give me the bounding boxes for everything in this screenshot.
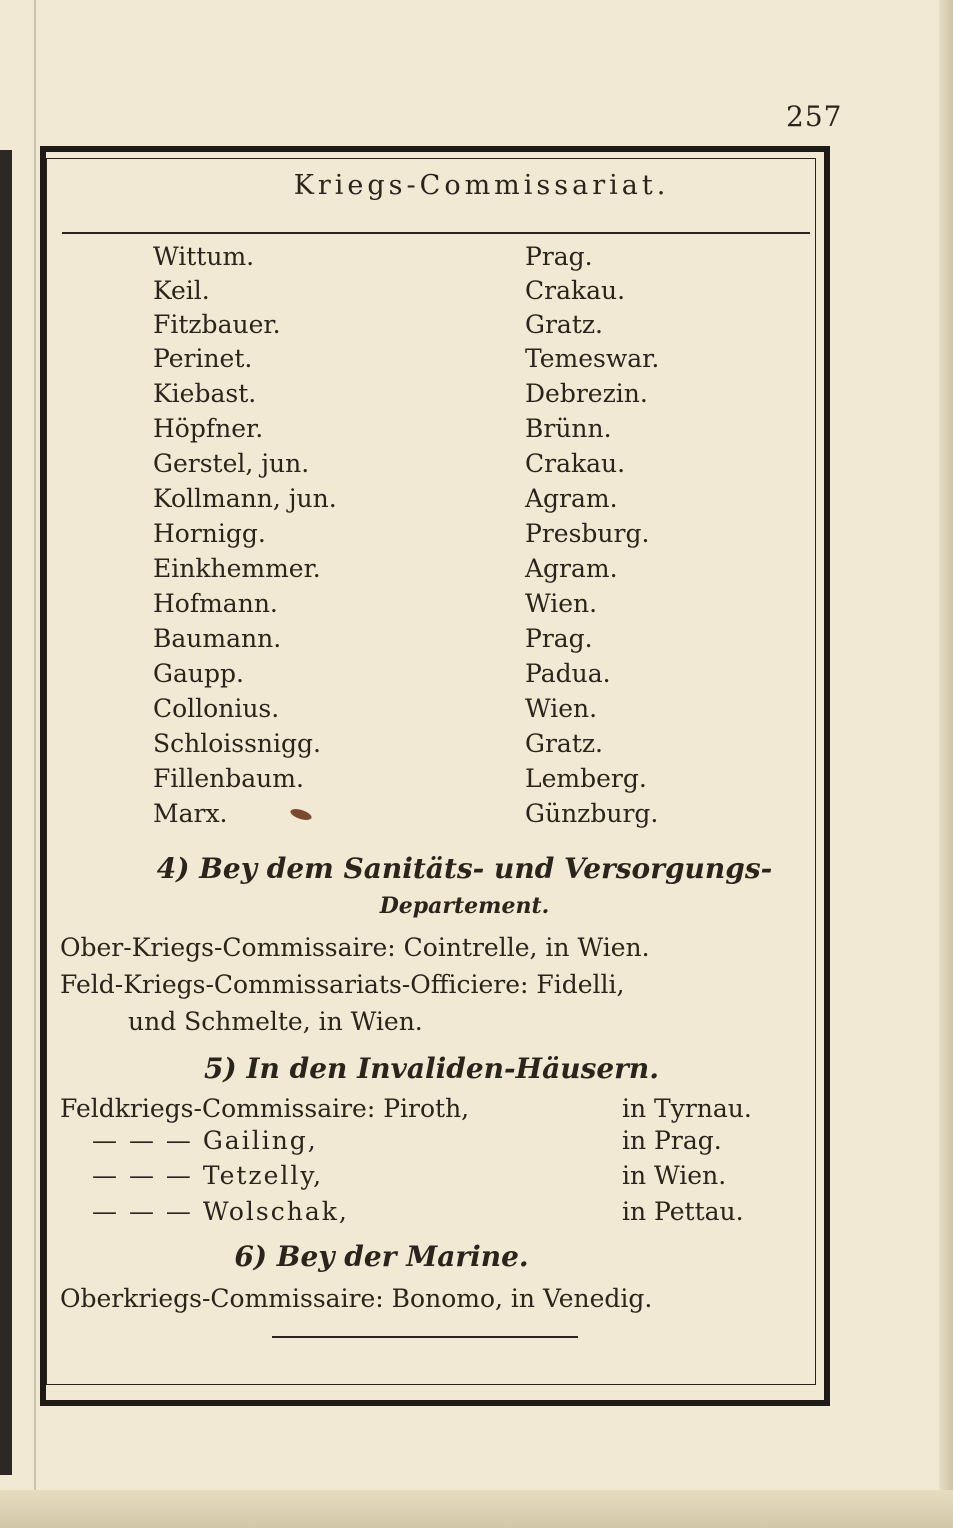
- roster-place: Temeswar.: [525, 344, 660, 373]
- roster-place: Prag.: [525, 624, 593, 653]
- roster-name: Fillenbaum.: [153, 764, 304, 793]
- section6-heading: 6) Bey der Marine.: [234, 1240, 529, 1273]
- roster-name: Wittum.: [153, 242, 255, 271]
- section4-line3: und Schmelte, in Wien.: [128, 1007, 423, 1036]
- list-item: [0, 694, 953, 729]
- roster-place: Brünn.: [525, 414, 612, 443]
- list-item: [0, 729, 953, 764]
- roster-name: Kollmann, jun.: [153, 484, 337, 513]
- roster-place: Crakau.: [525, 276, 626, 305]
- list-item: [0, 344, 953, 379]
- list-item: [0, 379, 953, 414]
- roster-name: Höpfner.: [153, 414, 264, 443]
- roster-name: Fitzbauer.: [153, 310, 281, 339]
- section6-line1: Oberkriegs-Commissaire: Bonomo, in Venedig.: [60, 1284, 653, 1313]
- roster-name: Gaupp.: [153, 659, 244, 688]
- section5-heading: 5) In den Invaliden-Häusern.: [203, 1052, 660, 1085]
- page-number: 257: [786, 100, 843, 133]
- title-rule: [62, 232, 810, 234]
- section5-row-lead: — — — Wolschak,: [92, 1197, 349, 1226]
- section5-row-place: in Tyrnau.: [622, 1094, 752, 1123]
- roster-place: Debrezin.: [525, 379, 648, 408]
- page-title: Kriegs-Commissariat.: [293, 170, 670, 201]
- section5-row-lead: — — — Tetzelly,: [92, 1161, 324, 1190]
- list-item: [0, 414, 953, 449]
- roster-name: Baumann.: [153, 624, 282, 653]
- section4-heading: 4) Bey dem Sanitäts- und Versorgungs-: [156, 852, 773, 885]
- page-bottom-shadow: [0, 1490, 953, 1528]
- roster-place: Prag.: [525, 242, 593, 271]
- roster-name: Collonius.: [153, 694, 280, 723]
- section4-line1: Ober-Kriegs-Commissaire: Cointrelle, in Wien.: [60, 933, 650, 962]
- list-item: [0, 310, 953, 345]
- list-item: [0, 276, 953, 311]
- roster-place: Presburg.: [525, 519, 650, 548]
- list-item: [0, 449, 953, 484]
- list-item: [0, 519, 953, 554]
- roster-place: Wien.: [525, 589, 598, 618]
- roster-place: Gratz.: [525, 729, 603, 758]
- roster-name: Kiebast.: [153, 379, 257, 408]
- roster-place: Agram.: [525, 484, 618, 513]
- section5-row-place: in Wien.: [622, 1161, 727, 1190]
- list-item: [0, 589, 953, 624]
- list-item: [0, 554, 953, 589]
- roster-name: Marx.: [153, 799, 228, 828]
- section5-row-place: in Prag.: [622, 1126, 722, 1155]
- roster-place: Agram.: [525, 554, 618, 583]
- roster-place: Lemberg.: [525, 764, 647, 793]
- list-item: [0, 484, 953, 519]
- roster-name: Hofmann.: [153, 589, 278, 618]
- closing-rule: [272, 1336, 578, 1338]
- section5-row-place: in Pettau.: [622, 1197, 744, 1226]
- list-item: [0, 659, 953, 694]
- list-item: [0, 764, 953, 799]
- list-item: [0, 799, 953, 834]
- roster-place: Crakau.: [525, 449, 626, 478]
- roster-place: Günzburg.: [525, 799, 659, 828]
- section4-line2: Feld-Kriegs-Commissariats-Officiere: Fidelli,: [60, 970, 625, 999]
- roster-place: Gratz.: [525, 310, 603, 339]
- roster-name: Schloissnigg.: [153, 729, 321, 758]
- roster-place: Padua.: [525, 659, 611, 688]
- section5-row-lead: — — — Gailing,: [92, 1126, 318, 1155]
- roster-name: Einkhemmer.: [153, 554, 321, 583]
- roster-place: Wien.: [525, 694, 598, 723]
- section5-row-lead: Feldkriegs-Commissaire: Piroth,: [60, 1094, 470, 1123]
- roster-name: Perinet.: [153, 344, 253, 373]
- section4-subheading: Departement.: [379, 893, 550, 919]
- list-item: [0, 242, 953, 277]
- roster-name: Keil.: [153, 276, 210, 305]
- list-item: [0, 624, 953, 659]
- roster-name: Hornigg.: [153, 519, 266, 548]
- roster-name: Gerstel, jun.: [153, 449, 310, 478]
